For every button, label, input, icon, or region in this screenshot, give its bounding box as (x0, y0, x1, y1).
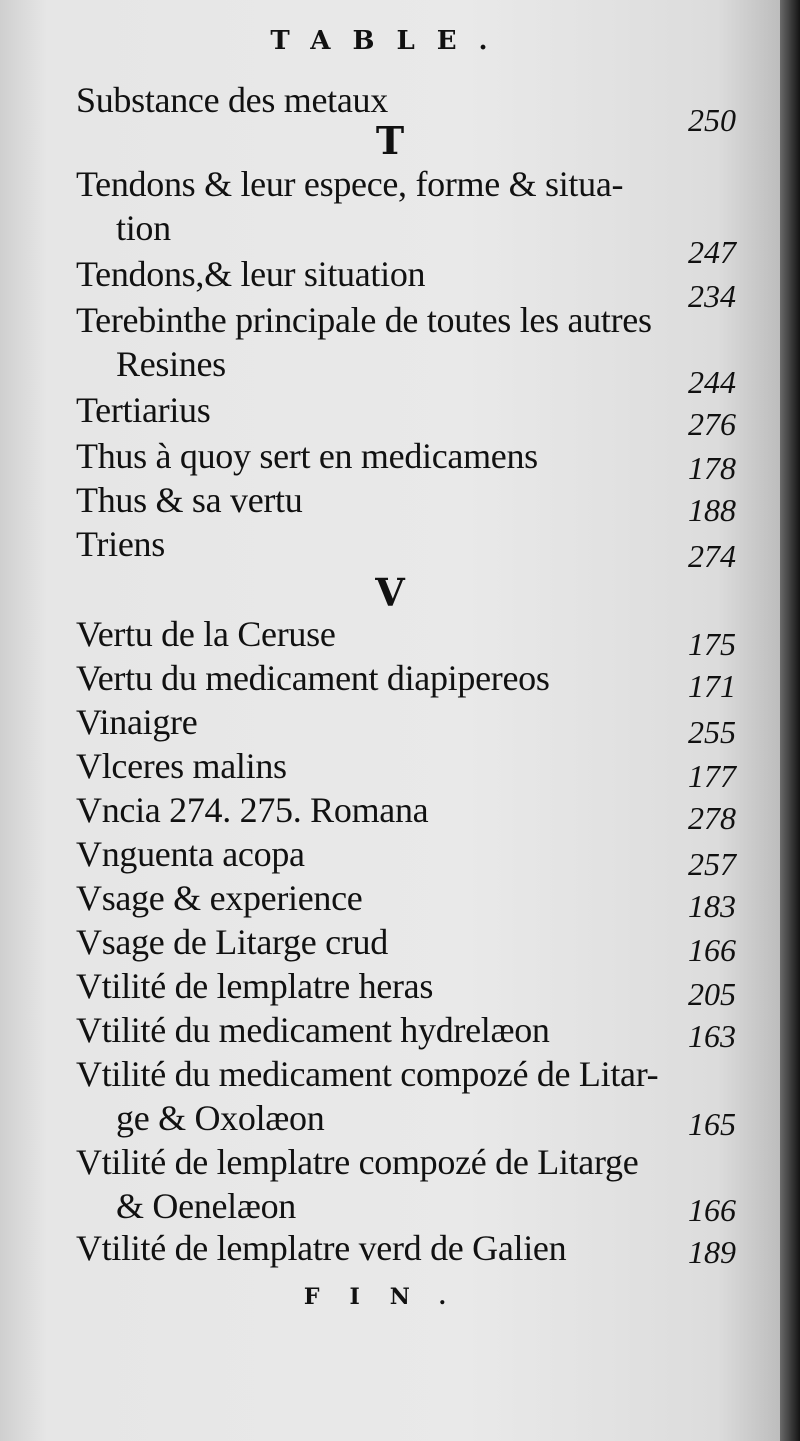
page-number: 274 (688, 538, 736, 574)
page-number: 163 (688, 1018, 736, 1054)
entry-text: Vertu de la Ceruse (76, 614, 336, 654)
index-entry (76, 1008, 740, 1052)
entry-text: Vtilité de lemplatre compozé de Litarge (76, 1142, 639, 1182)
entry-continuation: tion (116, 208, 171, 248)
page-number: 234 (688, 278, 736, 314)
running-head: TABLE. (270, 26, 510, 56)
page-number: 250 (688, 102, 736, 138)
entry-text: Thus & sa vertu (76, 480, 303, 520)
page-edge-shadow (780, 0, 800, 1441)
page-number: 247 (688, 234, 736, 270)
entry-text: Tendons,& leur situation (76, 254, 426, 294)
section-letter-t: T (375, 118, 405, 163)
entry-text: Terebinthe principale de toutes les autres (76, 300, 652, 340)
entry-text: Thus à quoy sert en medicamens (76, 436, 538, 476)
index-entry (76, 700, 740, 744)
page-number: 257 (688, 846, 736, 882)
index-entry (76, 522, 740, 566)
index-entry (76, 1140, 740, 1228)
index-entry (76, 788, 740, 832)
index-entry (76, 434, 740, 478)
page-number: 189 (688, 1234, 736, 1270)
index-entry (76, 832, 740, 876)
entry-text: Vinaigre (76, 702, 198, 742)
entry-text: Tendons & leur espece, forme & situa- (76, 164, 624, 204)
entry-continuation: & Oenelæon (116, 1186, 296, 1226)
entry-text: Vtilité du medicament compozé de Litar- (76, 1054, 659, 1094)
entry-text: Vsage & experience (76, 878, 363, 918)
page-number: 255 (688, 714, 736, 750)
index-entry (76, 78, 740, 122)
index-entry (76, 388, 740, 432)
page-number: 278 (688, 800, 736, 836)
entry-text: Vlceres malins (76, 746, 287, 786)
page-number: 178 (688, 450, 736, 486)
page-number: 175 (688, 626, 736, 662)
index-entry (76, 656, 740, 700)
page-number: 276 (688, 406, 736, 442)
entry-continuation: Resines (116, 344, 226, 384)
page-number: 183 (688, 888, 736, 924)
page-number: 171 (688, 668, 736, 704)
entry-text: Triens (76, 524, 165, 564)
index-entry (76, 478, 740, 522)
index-entry (76, 964, 740, 1008)
index-entry (76, 876, 740, 920)
index-entry (76, 1052, 740, 1140)
page-number: 166 (688, 1192, 736, 1228)
entry-text: Vnguenta acopa (76, 834, 305, 874)
index-entry (76, 252, 740, 296)
index-entry (76, 298, 740, 386)
entry-text: Vertu du medicament diapipereos (76, 658, 550, 698)
page-number: 205 (688, 976, 736, 1012)
page-number: 177 (688, 758, 736, 794)
index-entry (76, 744, 740, 788)
entry-text: Tertiarius (76, 390, 211, 430)
section-letter-v: V (375, 570, 405, 615)
entry-text: Vsage de Litarge crud (76, 922, 388, 962)
index-entry (76, 162, 740, 250)
page-number: 166 (688, 932, 736, 968)
page-number: 188 (688, 492, 736, 528)
index-entry (76, 920, 740, 964)
page-number: 244 (688, 364, 736, 400)
entry-text: Vncia 274. 275. Romana (76, 790, 429, 830)
entry-continuation: ge & Oxolæon (116, 1098, 325, 1138)
page-number: 165 (688, 1106, 736, 1142)
end-mark: FIN. (303, 1284, 477, 1310)
entry-text: Vtilité de lemplatre verd de Galien (76, 1228, 567, 1268)
index-entry (76, 612, 740, 656)
entry-text: Vtilité du medicament hydrelæon (76, 1010, 550, 1050)
index-entry (76, 1226, 740, 1270)
entry-text: Vtilité de lemplatre heras (76, 966, 434, 1006)
entry-text: Substance des metaux (76, 80, 388, 120)
